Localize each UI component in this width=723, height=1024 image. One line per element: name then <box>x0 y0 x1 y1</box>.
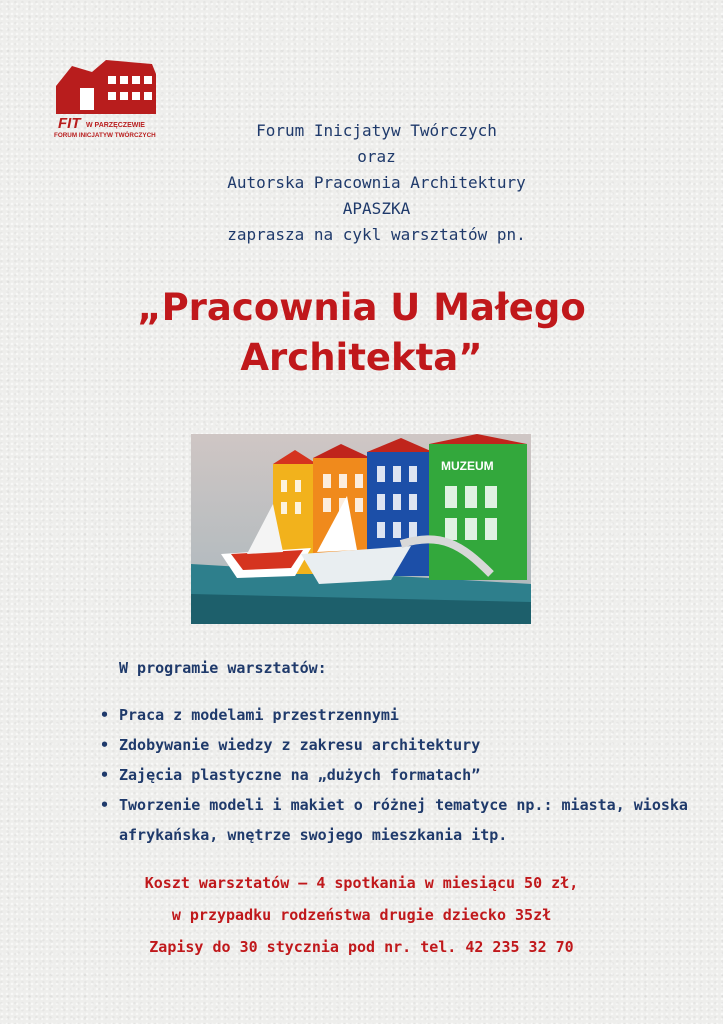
program-item <box>100 790 700 850</box>
intro-line-partner: Autorska Pracownia Architektury <box>227 173 526 192</box>
program-list <box>100 700 700 850</box>
event-title-line2: Architekta” <box>240 336 483 379</box>
cost-block <box>0 867 723 963</box>
bullet-icon: • <box>100 736 110 754</box>
bullet-icon: • <box>100 706 110 724</box>
program-item <box>100 760 700 790</box>
program-heading: W programie warsztatów: <box>119 659 327 677</box>
logo-building-roof <box>56 60 156 114</box>
cost-line-registration: Zapisy do 30 stycznia pod nr. tel. 42 235 32 70 <box>149 938 574 956</box>
workshop-photo <box>191 434 531 624</box>
program-item-text: Praca z modelami przestrzennymi <box>119 706 399 724</box>
photo-museum-sign: MUZEUM <box>441 459 494 473</box>
logo-brand: FIT <box>58 115 81 132</box>
program-item-text: Zdobywanie wiedzy z zakresu architektury <box>119 736 481 754</box>
cost-line-sibling: w przypadku rodzeństwa drugie dziecko 35zł <box>171 906 552 924</box>
intro-line-invitation: zaprasza na cykl warsztatów pn. <box>227 225 526 244</box>
intro-line-organizer: Forum Inicjatyw Twórczych <box>256 121 497 140</box>
logo-subtitle: FORUM INICJATYW TWÓRCZYCH <box>54 132 156 139</box>
logo-window <box>132 76 140 84</box>
logo-door <box>80 88 94 110</box>
logo-window <box>132 92 140 100</box>
logo-window <box>144 76 152 84</box>
event-title-line1: „Pracownia U Małego <box>137 286 586 329</box>
program-item <box>100 700 700 730</box>
program-item-text: Tworzenie modeli i makiet o różnej tematyce np.: miasta, wioska afrykańska, wnętrze swojego mieszkania itp. <box>119 796 688 844</box>
intro-line-and: oraz <box>357 147 396 166</box>
logo-window <box>108 92 116 100</box>
logo-tagline: W PARZĘCZEWIE <box>86 122 145 129</box>
bullet-icon: • <box>100 766 110 784</box>
event-title <box>0 283 723 383</box>
logo-window <box>108 76 116 84</box>
logo-window <box>144 92 152 100</box>
program-item-text: Zajęcia plastyczne na „dużych formatach” <box>119 766 481 784</box>
logo-window <box>120 76 128 84</box>
intro-block <box>0 118 723 248</box>
bullet-icon: • <box>100 796 110 814</box>
intro-line-partner-name: APASZKA <box>342 199 411 218</box>
program-item <box>100 730 700 760</box>
logo-window <box>120 92 128 100</box>
cost-line-price: Koszt warsztatów – 4 spotkania w miesiącu 50 zł, <box>144 874 579 892</box>
